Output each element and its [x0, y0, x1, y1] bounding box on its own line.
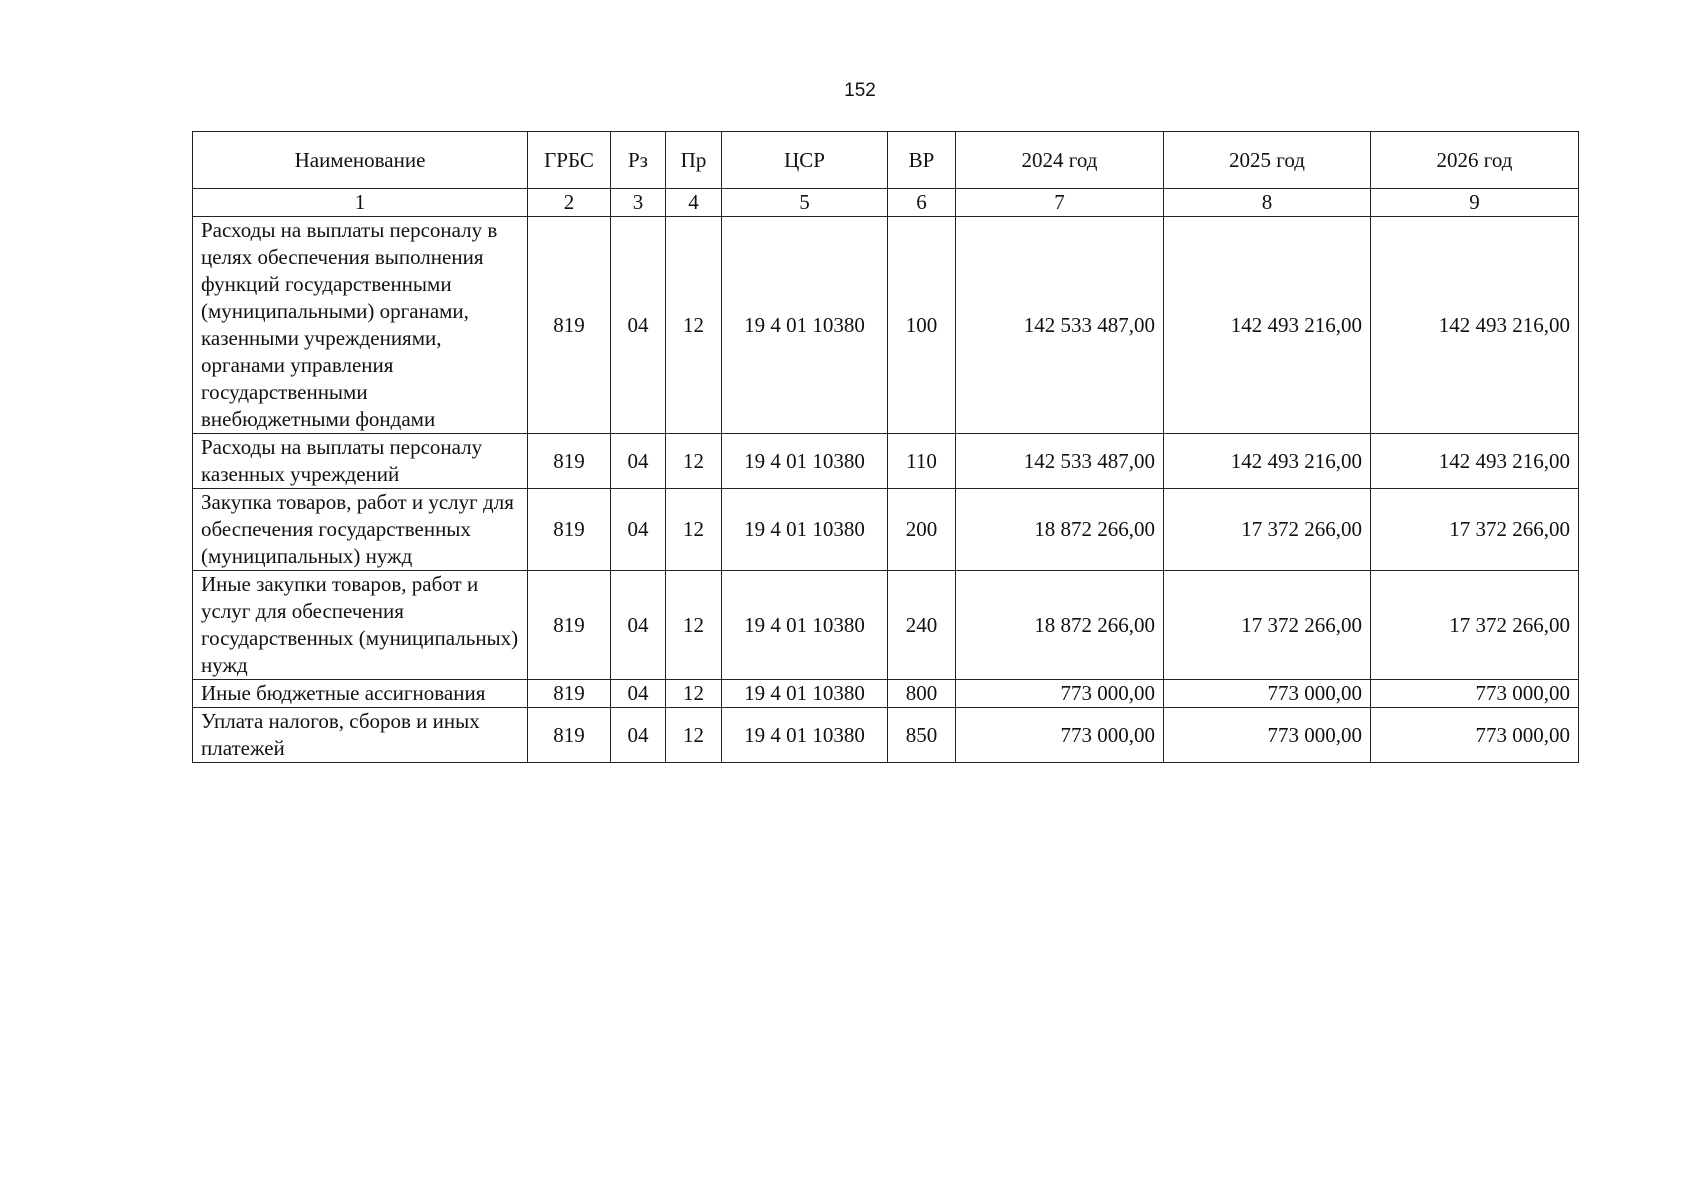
- row-rz: 04: [611, 217, 666, 434]
- row-2024: 142 533 487,00: [956, 217, 1164, 434]
- row-grbs: 819: [528, 217, 611, 434]
- row-pr: 12: [666, 708, 722, 763]
- row-rz: 04: [611, 708, 666, 763]
- row-pr: 12: [666, 217, 722, 434]
- column-number: 7: [956, 189, 1164, 217]
- row-vr: 240: [888, 571, 956, 680]
- table-row: [193, 217, 1579, 434]
- column-number: 4: [666, 189, 722, 217]
- header-name: Наименование: [193, 132, 528, 189]
- row-rz: 04: [611, 571, 666, 680]
- row-name: Иные закупки товаров, работ и услуг для обеспечения государственных (муниципальных) нужд: [193, 571, 528, 680]
- column-number: 3: [611, 189, 666, 217]
- row-2024: 773 000,00: [956, 708, 1164, 763]
- row-2025: 17 372 266,00: [1164, 489, 1371, 571]
- row-name: Закупка товаров, работ и услуг для обеспечения государственных (муниципальных) нужд: [193, 489, 528, 571]
- row-2024: 18 872 266,00: [956, 571, 1164, 680]
- budget-table: [192, 131, 1579, 763]
- row-2025: 773 000,00: [1164, 680, 1371, 708]
- row-2025: 17 372 266,00: [1164, 571, 1371, 680]
- column-number: 5: [722, 189, 888, 217]
- header-csr: ЦСР: [722, 132, 888, 189]
- header-grbs: ГРБС: [528, 132, 611, 189]
- table-row: [193, 708, 1579, 763]
- row-2026: 17 372 266,00: [1371, 489, 1579, 571]
- header-2024: 2024 год: [956, 132, 1164, 189]
- row-csr: 19 4 01 10380: [722, 434, 888, 489]
- row-grbs: 819: [528, 571, 611, 680]
- row-csr: 19 4 01 10380: [722, 571, 888, 680]
- row-vr: 110: [888, 434, 956, 489]
- row-grbs: 819: [528, 708, 611, 763]
- row-pr: 12: [666, 680, 722, 708]
- row-vr: 800: [888, 680, 956, 708]
- row-vr: 850: [888, 708, 956, 763]
- row-csr: 19 4 01 10380: [722, 217, 888, 434]
- row-2024: 18 872 266,00: [956, 489, 1164, 571]
- row-csr: 19 4 01 10380: [722, 489, 888, 571]
- column-number: 9: [1371, 189, 1579, 217]
- row-rz: 04: [611, 434, 666, 489]
- row-name: Уплата налогов, сборов и иных платежей: [193, 708, 528, 763]
- row-rz: 04: [611, 680, 666, 708]
- header-pr: Пр: [666, 132, 722, 189]
- row-pr: 12: [666, 434, 722, 489]
- table-row: [193, 680, 1579, 708]
- header-2025: 2025 год: [1164, 132, 1371, 189]
- row-2025: 142 493 216,00: [1164, 434, 1371, 489]
- table-row: [193, 434, 1579, 489]
- row-2025: 773 000,00: [1164, 708, 1371, 763]
- row-name: Расходы на выплаты персоналу в целях обеспечения выполнения функций государственными (муниципальными) органами, казенными учреждениями, органами управления государственными внебюджетными фондами: [193, 217, 528, 434]
- table-row: [193, 489, 1579, 571]
- table-row: [193, 571, 1579, 680]
- row-pr: 12: [666, 571, 722, 680]
- row-2026: 773 000,00: [1371, 708, 1579, 763]
- header-rz: Рз: [611, 132, 666, 189]
- row-vr: 200: [888, 489, 956, 571]
- row-2026: 142 493 216,00: [1371, 434, 1579, 489]
- row-2026: 142 493 216,00: [1371, 217, 1579, 434]
- row-csr: 19 4 01 10380: [722, 680, 888, 708]
- header-2026: 2026 год: [1371, 132, 1579, 189]
- row-2024: 773 000,00: [956, 680, 1164, 708]
- table-header-row: [193, 132, 1579, 189]
- row-grbs: 819: [528, 434, 611, 489]
- column-number-row: [193, 189, 1579, 217]
- page-number: 152: [844, 80, 876, 101]
- column-number: 1: [193, 189, 528, 217]
- row-name: Расходы на выплаты персоналу казенных учреждений: [193, 434, 528, 489]
- header-vr: ВР: [888, 132, 956, 189]
- row-grbs: 819: [528, 489, 611, 571]
- row-2026: 773 000,00: [1371, 680, 1579, 708]
- row-name: Иные бюджетные ассигнования: [193, 680, 528, 708]
- row-pr: 12: [666, 489, 722, 571]
- row-2024: 142 533 487,00: [956, 434, 1164, 489]
- column-number: 6: [888, 189, 956, 217]
- row-rz: 04: [611, 489, 666, 571]
- column-number: 2: [528, 189, 611, 217]
- row-grbs: 819: [528, 680, 611, 708]
- row-vr: 100: [888, 217, 956, 434]
- row-2025: 142 493 216,00: [1164, 217, 1371, 434]
- row-2026: 17 372 266,00: [1371, 571, 1579, 680]
- row-csr: 19 4 01 10380: [722, 708, 888, 763]
- column-number: 8: [1164, 189, 1371, 217]
